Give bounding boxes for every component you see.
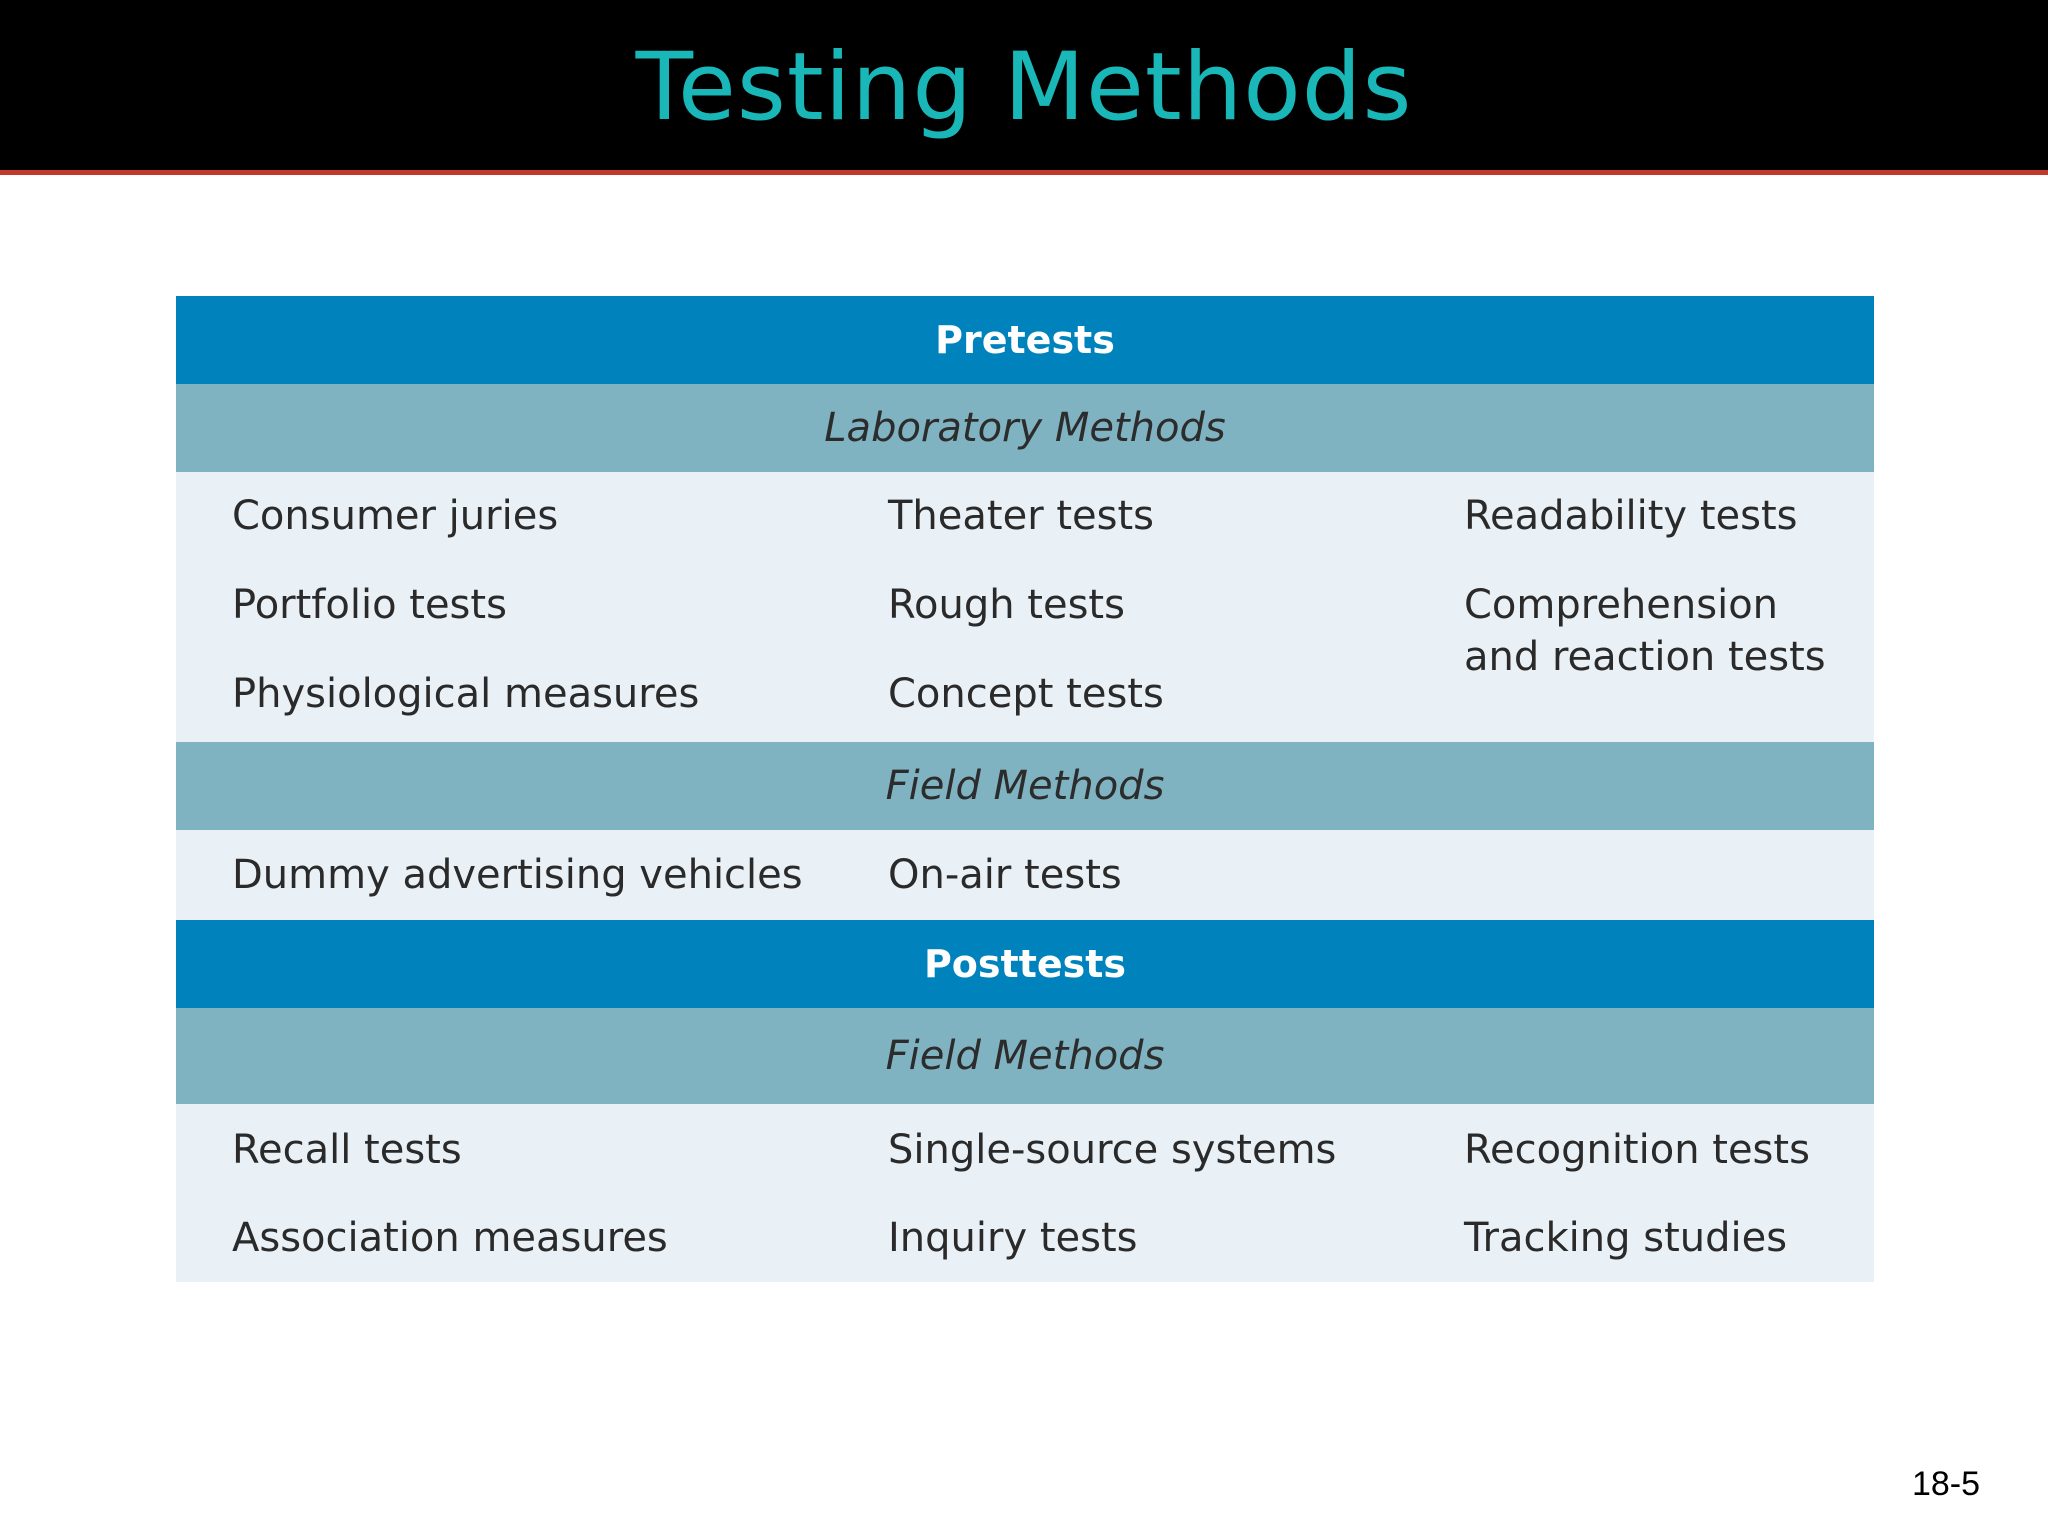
pretests-laboratory-body (176, 472, 1874, 742)
pretests-field-body (176, 830, 1874, 920)
slide-title: Testing Methods (635, 33, 1413, 142)
table-cell: Dummy advertising vehicles (232, 852, 803, 898)
table-cell: Tracking studies (1464, 1215, 1788, 1261)
table-cell: Portfolio tests (232, 582, 507, 628)
table-cell: Physiological measures (232, 671, 700, 717)
table-cell: On-air tests (888, 852, 1122, 898)
title-bar (0, 0, 2048, 175)
table-cell: Single-source systems (888, 1127, 1337, 1173)
posttests-field-body (176, 1104, 1874, 1282)
pretests-field-header: Field Methods (176, 742, 1874, 830)
pretests-laboratory-header: Laboratory Methods (176, 384, 1874, 472)
posttests-field-header: Field Methods (176, 1008, 1874, 1104)
table-cell: Readability tests (1464, 493, 1798, 539)
table-cell: Consumer juries (232, 493, 559, 539)
table-cell: Inquiry tests (888, 1215, 1138, 1261)
testing-methods-table (176, 296, 1874, 1282)
table-cell: Rough tests (888, 582, 1125, 628)
table-cell: Comprehension (1464, 582, 1779, 628)
posttests-header: Posttests (176, 920, 1874, 1008)
table-cell: and reaction tests (1464, 634, 1826, 680)
table-cell: Theater tests (888, 493, 1155, 539)
page-number: 18-5 (1911, 1465, 1980, 1503)
table-cell: Association measures (232, 1215, 668, 1261)
table-cell: Recognition tests (1464, 1127, 1810, 1173)
table-cell: Recall tests (232, 1127, 462, 1173)
pretests-header: Pretests (176, 296, 1874, 384)
table-cell: Concept tests (888, 671, 1164, 717)
